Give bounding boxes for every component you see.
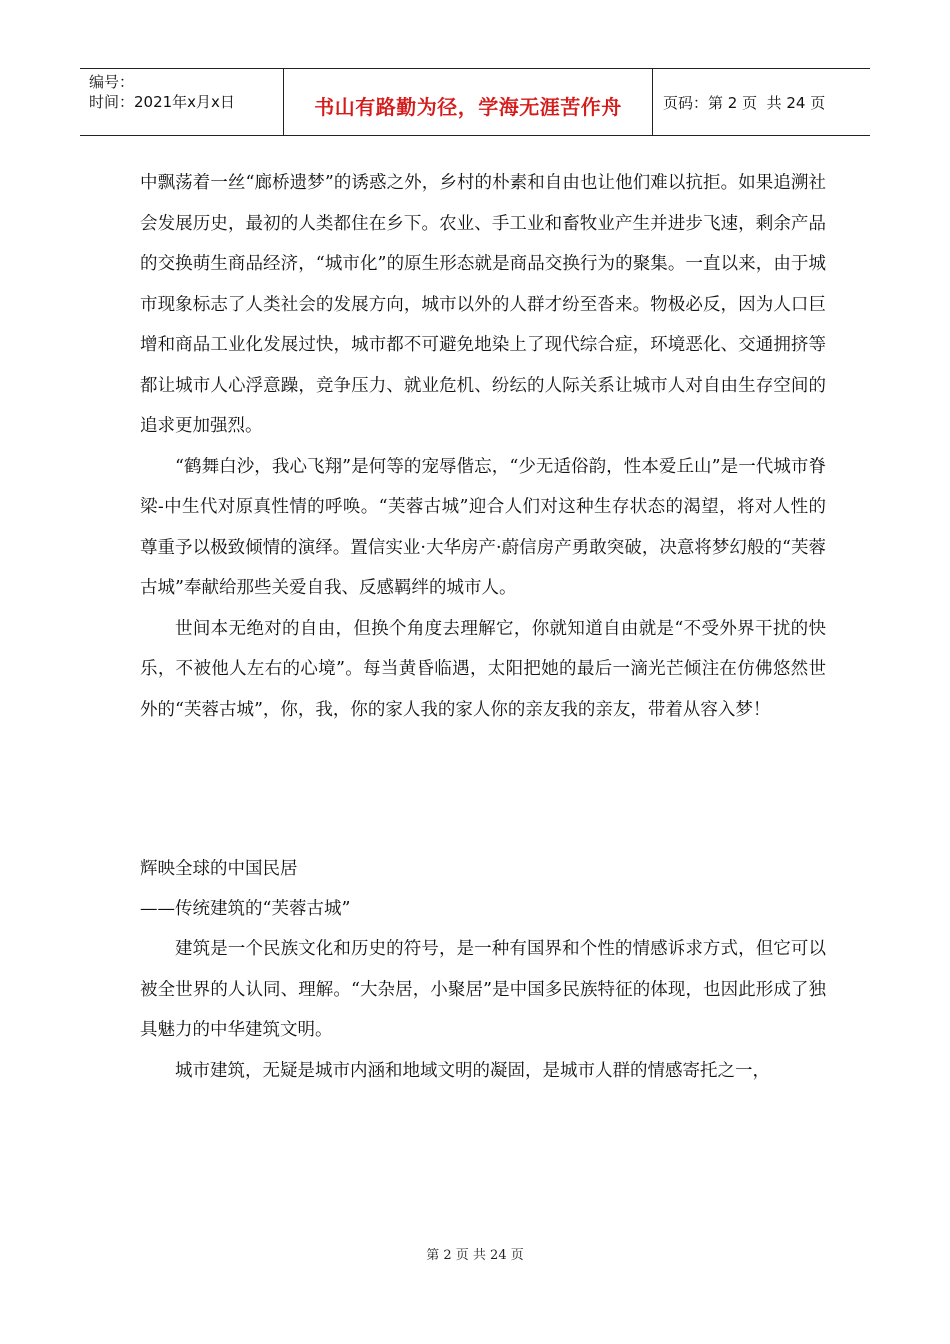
paragraph-5: 城市建筑，无疑是城市内涵和地域文明的凝固，是城市人群的情感寄托之一， — [175, 1060, 770, 1081]
number-label: 编号： — [89, 73, 135, 91]
paragraph-4: 建筑是一个民族文化和历史的符号，是一种有国界和个性的情感诉求方式，但它可以被全世界的人认同、理解。“大杂居，小聚居”是中国多民族特征的体现，也因此形成了独具魅力的中华建筑文明。 — [140, 939, 826, 1040]
section-title: 辉映全球的中国民居 — [140, 859, 298, 879]
document-body — [140, 163, 826, 1091]
section-subtitle: ——传统建筑的“芙蓉古城” — [140, 899, 351, 919]
header-page-info: 页码：第 2 页 共 24 页 — [663, 93, 826, 112]
section-gap — [140, 730, 826, 849]
time-label: 时间：2021年x月x日 — [89, 93, 235, 111]
header-motto-cell — [283, 69, 653, 135]
page-footer: 第 2 页 共 24 页 — [426, 1248, 524, 1263]
document-header — [80, 68, 870, 136]
paragraph-1: 中飘荡着一丝“廊桥遗梦”的诱惑之外，乡村的朴素和自由也让他们难以抗拒。如果追溯社会发展历史，最初的人类都住在乡下。农业、手工业和畜牧业产生并进步飞速，剩余产品的交换萌生商品经济，“城市化”的原生形态就是商品交换行为的聚集。一直以来，由于城市现象标志了人类社会的发展方向，城市以外的人群才纷至沓来。物极必反，因为人口巨增和商品工业化发展过快，城市都不可避免地染上了现代综合症，环境恶化、交通拥挤等都让城市人心浮意躁，竞争压力、就业危机、纷纭的人际关系让城市人对自由生存空间的追求更加强烈。 — [140, 173, 826, 436]
header-page-info-cell — [653, 69, 870, 135]
paragraph-2: “鹤舞白沙，我心飞翔”是何等的宠辱偕忘，“少无适俗韵，性本爱丘山”是一代城市脊梁-中生代对原真性情的呼唤。“芙蓉古城”迎合人们对这种生存状态的渴望，将对人性的尊重予以极致倾情的演绎。置信实业·大华房产·蔚信房产勇敢突破，决意将梦幻般的“芙蓉古城”奉献给那些关爱自我、反感羁绊的城市人。 — [140, 456, 826, 598]
paragraph-3: 世间本无绝对的自由，但换个角度去理解它，你就知道自由就是“不受外界干扰的快乐，不被他人左右的心境”。每当黄昏临遇，太阳把她的最后一滴光芒倾注在仿佛悠然世外的“芙蓉古城”，你，我，你的家人我的家人你的亲友我的亲友，带着从容入梦！ — [140, 618, 826, 720]
header-motto: 书山有路勤为径，学海无涯苦作舟 — [314, 94, 622, 119]
header-meta — [80, 69, 283, 135]
